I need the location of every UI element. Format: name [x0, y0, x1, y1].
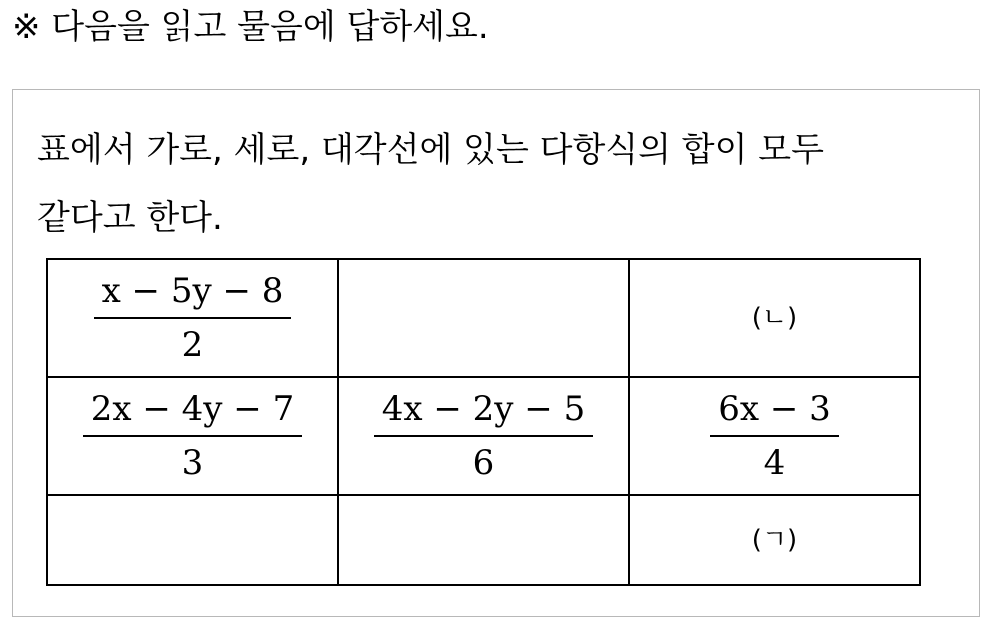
fraction	[94, 269, 292, 367]
cell-r1c3	[629, 259, 920, 377]
blank-label-nieun: (ㄴ)	[751, 303, 798, 333]
numerator: 2x − 4y − 7	[90, 389, 295, 429]
cell-r2c3	[629, 377, 920, 495]
cell-r2c1	[47, 377, 338, 495]
cell-r1c2	[338, 259, 629, 377]
denominator: 6	[472, 443, 495, 483]
numerator: 4x − 2y − 5	[381, 389, 586, 429]
denominator: 4	[763, 443, 786, 483]
cell-r3c3	[629, 495, 920, 585]
cell-r1c1	[47, 259, 338, 377]
polynomial-grid	[46, 258, 921, 586]
grid-row-2	[47, 377, 920, 495]
numerator: 6x − 3	[718, 389, 831, 429]
cell-r2c2	[338, 377, 629, 495]
instruction-text: ※ 다음을 읽고 물음에 답하세요.	[12, 7, 489, 47]
blank-label-giyeok: (ㄱ)	[751, 525, 798, 555]
numerator: x − 5y − 8	[101, 271, 284, 311]
grid-row-1	[47, 259, 920, 377]
fraction	[710, 387, 839, 485]
denominator: 3	[181, 443, 204, 483]
cell-r3c2	[338, 495, 629, 585]
problem-line-2: 같다고 한다.	[37, 198, 223, 238]
grid-row-3	[47, 495, 920, 585]
problem-statement	[37, 116, 957, 252]
denominator: 2	[181, 325, 204, 365]
fraction	[374, 387, 594, 485]
problem-line-1: 표에서 가로, 세로, 대각선에 있는 다항식의 합이 모두	[37, 130, 824, 170]
cell-r3c1	[47, 495, 338, 585]
fraction	[83, 387, 303, 485]
